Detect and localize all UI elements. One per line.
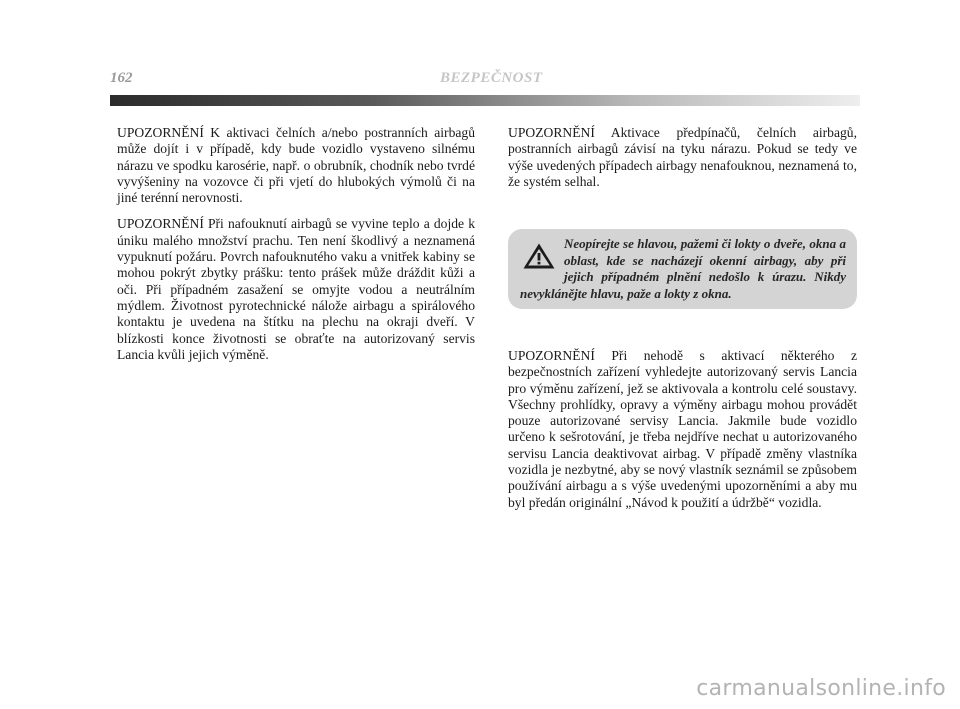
header-rule xyxy=(110,95,860,106)
right-column-lower xyxy=(508,348,857,521)
page-number: 162 xyxy=(110,70,133,86)
paragraph-activation-depends: UPOZORNĚNÍ Aktivace předpínačů, čelních airbagů, postranních airbagů závisí na tyku nárazu. Pokud se tedy ve výše uvedených případech airbagy nenafouknou, neznamená to, že systém selhal. xyxy=(508,125,857,189)
right-column xyxy=(508,125,857,200)
warning-text: Neopírejte se hlavou, pažemi či lokty o dveře, okna a oblast, kde se nacházejí okenní airbagy, aby při jejich případném plnění nedošlo k úrazu. Nikdy nevyklánějte hlavu, paže a lokty z okna. xyxy=(520,236,846,301)
left-column xyxy=(117,125,475,373)
warning-box xyxy=(508,229,857,309)
paragraph-airbag-activation-impact: UPOZORNĚNÍ K aktivaci čelních a/nebo postranních airbagů může dojít i v případě, kdy bude vozidlo vystaveno silnému nárazu ve spodku karosérie, např. o obrubník, chodník nebo tvrdé vyvýšeniny na vozovce či při vjetí do hlubokých výmolů či na jiné terénní nerovnosti. xyxy=(117,125,475,206)
paragraph-airbag-inflation-dust: UPOZORNĚNÍ Při nafouknutí airbagů se vyvine teplo a dojde k úniku malého množství prachu. Ten není škodlivý a neznamená vypuknutí požáru. Povrch nafouknutého vaku a vnitřek kabiny se mohou pokrýt zbytky prášku: tento prášek může dráždit kůži a oči. Při případném zasažení se omyjte vodou a neutrálním mýdlem. Životnost pyrotechnické nálože airbagu a spirálového kontaktu je uvedena na štítku na plechu na okraji dveří. V blízkosti konce životnosti se obraťte na autorizovaný servis Lancia kvůli jejich výměně. xyxy=(117,216,475,362)
paragraph-accident-service: UPOZORNĚNÍ Při nehodě s aktivací některého z bezpečnostních zařízení vyhledejte autorizovaný servis Lancia pro výměnu zařízení, jež se aktivovala a kontrolu celé soustavy. Všechny prohlídky, opravy a výměny airbagu mohou provádět pouze autorizované servisy Lancia. Jakmile bude vozidlo určeno k sešrotování, je třeba nejdříve nechat u autorizovaného servisu Lancia deaktivovat airbag. V případě změny vlastníka vozidla je nezbytné, aby se nový vlastník seznámil se způsobem používání airbagu a s výše uvedenými upozorněními a aby mu byl předán originální „Návod k použití a údržbě“ vozidla. xyxy=(508,348,857,510)
watermark: carmanualsonline.info xyxy=(696,676,946,701)
section-title: BEZPEČNOST xyxy=(440,70,543,86)
